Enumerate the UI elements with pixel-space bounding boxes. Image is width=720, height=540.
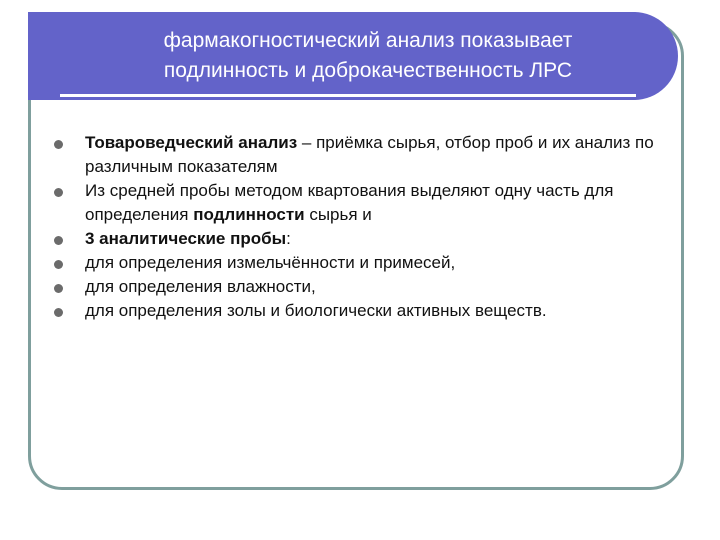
title-line-1: фармакогностический анализ показывает [163,29,573,52]
bullet-bold-text: Товароведческий анализ [85,133,298,152]
title-bar [28,12,678,100]
bullet-text: – приёмка сырья, отбор проб и их анализ по различным показателям [85,133,654,176]
bullet-bold-text: 3 аналитические пробы [85,229,287,248]
bullet-dot-icon [54,308,63,317]
list-item [52,251,672,275]
bullet-dot-icon [54,260,63,269]
bullet-text: Из средней пробы методом квартования выделяют одну часть для определения [85,181,614,224]
bullet-bold-text: подлинности [193,205,305,224]
bullet-text: для определения влажности, [85,277,316,296]
bullet-text: для определения золы и биологически активных веществ. [85,301,547,320]
bullet-list [52,131,672,323]
bullet-text: для определения измельчённости и примесей, [85,253,456,272]
title-line-2: подлинность и доброкачественность ЛРС [163,59,573,82]
list-item [52,227,672,251]
bullet-dot-icon [54,236,63,245]
list-item [52,275,672,299]
title-underline [60,94,636,97]
bullet-dot-icon [54,188,63,197]
list-item [52,131,672,179]
list-item [52,179,672,227]
slide-title [68,26,668,86]
bullet-dot-icon [54,284,63,293]
bullet-text: : [286,229,291,248]
bullet-text: сырья и [304,205,372,224]
bullet-dot-icon [54,140,63,149]
list-item [52,299,672,323]
